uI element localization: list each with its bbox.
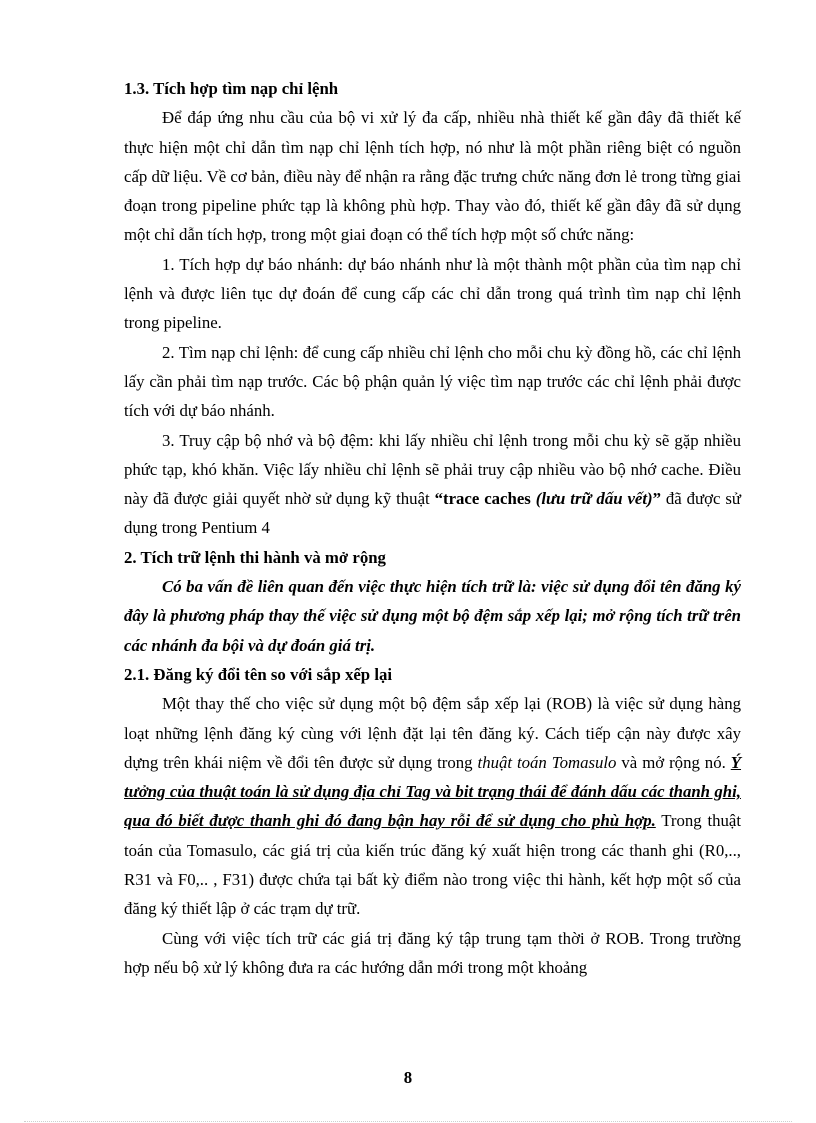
- paragraph-issues: Có ba vấn đề liên quan đến việc thực hiện tích trữ là: việc sử dụng đổi tên đăng ký đây là phương pháp thay thế việc sử dụng một bộ đệm sắp xếp lại; mở rộng tích trữ trên các nhánh đa bội và dự đoán giá trị.: [124, 577, 741, 655]
- trace-caches-quote-close: ”: [652, 489, 661, 509]
- page-bottom-rule: [24, 1121, 792, 1122]
- list-item-3: [124, 426, 741, 543]
- list-item-1: 1. Tích hợp dự báo nhánh: dự báo nhánh như là một thành một phần của tìm nạp chỉ lệnh và được liên tục dự đoán để cung cấp các chỉ dẫn trong quá trình tìm nạp chỉ lệnh trong pipeline.: [124, 254, 741, 333]
- renaming-text-2: và mở rộng nó.: [616, 752, 731, 772]
- page-body: [124, 74, 741, 982]
- section-heading-1-3: 1.3. Tích hợp tìm nạp chỉ lệnh: [124, 79, 339, 98]
- section-heading-2-1: 2.1. Đăng ký đổi tên so với sắp xếp lại: [124, 664, 393, 684]
- page-number: 8: [403, 1068, 413, 1087]
- list-item-3-tail: đã được sử dụng trong Pentium 4: [124, 489, 741, 538]
- list-item-2: 2. Tìm nạp chỉ lệnh: để cung cấp nhiều chỉ lệnh cho mỗi chu kỳ đồng hồ, các chỉ lệnh lấy cần phải tìm nạp trước. Các bộ phận quản lý việc tìm nạp trước các chỉ lệnh phải được tích với dự báo nhánh.: [124, 342, 741, 421]
- list-item-3-text: 3. Truy cập bộ nhớ và bộ đệm: khi lấy nhiều chỉ lệnh trong mỗi chu kỳ sẽ gặp nhiều phức tạp, khó khăn. Việc lấy nhiều chỉ lệnh sẽ phải truy cập nhiều vào bộ nhớ cache. Điều này đã được giải quyết nhờ sử dụng kỹ thuật: [124, 430, 741, 509]
- paragraph-rob: Cùng với việc tích trữ các giá trị đăng ký tập trung tạm thời ở ROB. Trong trường hợp nếu bộ xử lý không đưa ra các hướng dẫn mới trong một khoảng: [124, 928, 741, 977]
- section-heading-2: 2. Tích trữ lệnh thi hành và mở rộng: [124, 547, 386, 567]
- trace-caches-translation: (lưu trữ dấu vết): [535, 489, 653, 509]
- renaming-text-3: Trong thuật toán của Tomasulo, các giá trị của kiến trúc đăng ký xuất hiện trong các thanh ghi (R0,.., R31 và F0,.. , F31) được chứa tại bất kỳ điểm nào trong việc thi hành, kết hợp một số của đăng ký thiết lập ở các trạm dự trữ.: [124, 811, 741, 919]
- tomasulo-term: thuật toán Tomasulo: [477, 752, 617, 772]
- paragraph-intro: Để đáp ứng nhu cầu của bộ vi xử lý đa cấp, nhiều nhà thiết kế gần đây đã thiết kế thực hiện một chỉ dẫn tìm nạp chỉ lệnh tích hợp, nó như là một phần riêng biệt có nguồn cấp dữ liệu. Về cơ bản, điều này để nhận ra rằng đặc trưng chức năng đơn lẻ trong từng giai đoạn trong pipeline phức tạp là không phù hợp. Thay vào đó, thiết kế gần đây đã sử dụng một chỉ dẫn tích hợp, trong một giai đoạn có thể tích hợp một số chức năng:: [124, 108, 741, 245]
- paragraph-renaming: [124, 689, 741, 923]
- trace-caches-term: “trace caches: [434, 489, 536, 509]
- renaming-text: Một thay thế cho việc sử dụng một bộ đệm sắp xếp lại (ROB) là việc sử dụng hàng loạt những lệnh đăng ký cùng với lệnh đặt lại tên đăng ký. Cách tiếp cận này được xây dựng trên khái niệm về đổi tên được sử dụng trong: [124, 694, 741, 772]
- algorithm-idea-emphasis: Ý tưởng của thuật toán là sử dụng địa chỉ Tag và bit trạng thái để đánh dấu các thanh ghi, qua đó biết được thanh ghi đó đang bận hay rỗi để sử dụng cho phù hợp.: [124, 752, 742, 831]
